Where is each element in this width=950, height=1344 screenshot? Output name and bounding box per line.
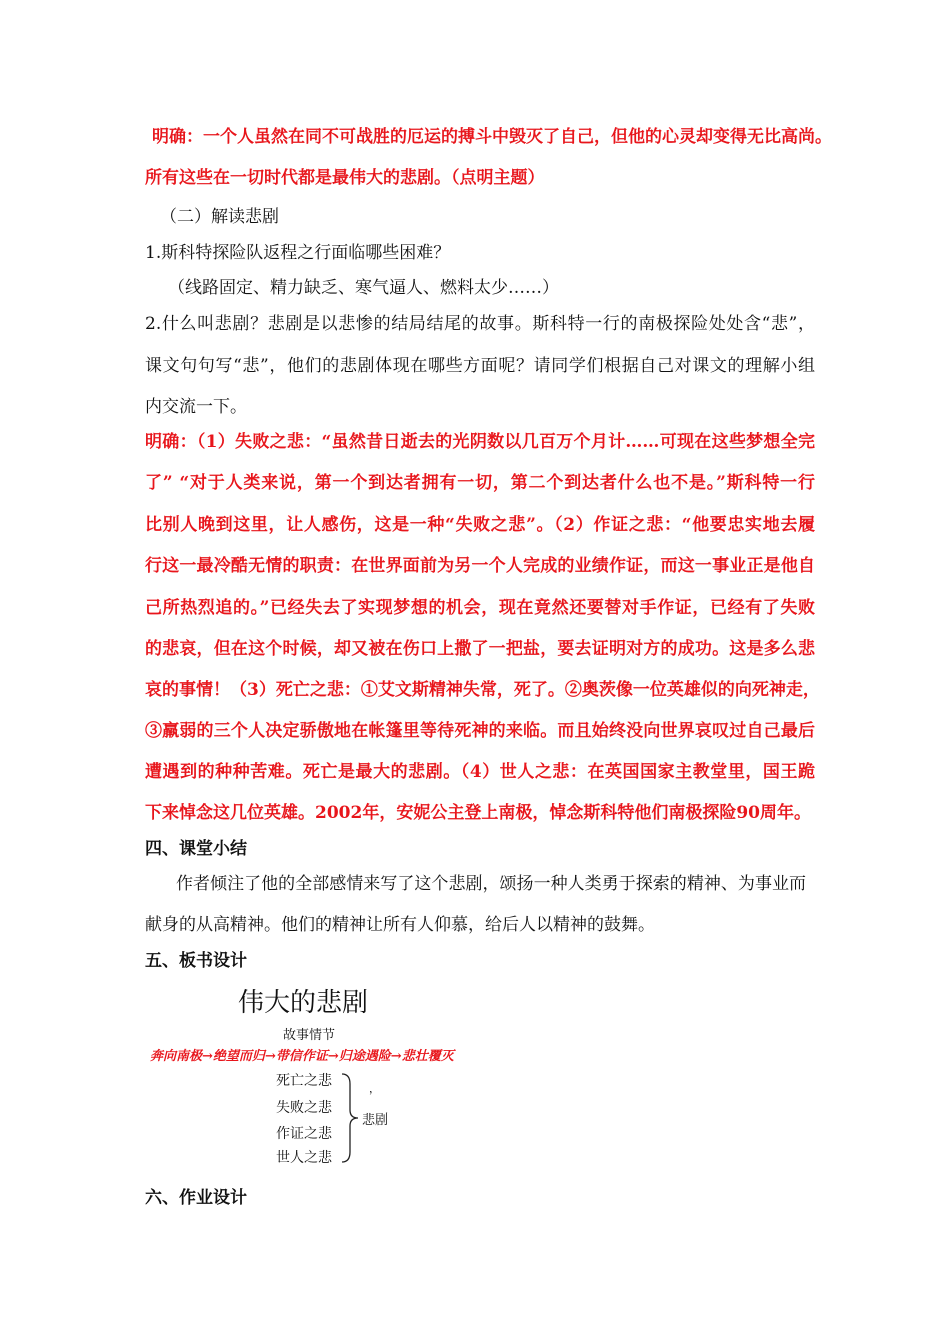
answer-1: （线路固定、精力缺乏、寒气逼人、燃料太少……） (168, 278, 559, 298)
section-five-heading: 五、板书设计 (145, 951, 247, 971)
plot-step: 归途遇险 (338, 1049, 391, 1064)
summary-line-1: 明确：一个人虽然在同不可战胜的厄运的搏斗中毁灭了自己，但他的心灵却变得无比高尚。 (152, 127, 832, 147)
board-title: 伟大的悲剧 (238, 988, 369, 1018)
answer-2-line-6: 的悲哀，但在这个时候，却又被在伤口上撒了一把盐，要去证明对方的成功。这是多么悲 (145, 639, 815, 659)
question-2-line-3: 内交流一下。 (145, 397, 247, 417)
answer-2-line-4: 行这一最冷酷无情的职责：在世界面前为另一个人完成的业绩作证，而这一事业正是他自 (145, 556, 815, 576)
section-six-heading: 六、作业设计 (145, 1188, 247, 1208)
summary-paragraph-line-1: 作者倾注了他的全部感情来写了这个悲剧，颂扬一种人类勇于探索的精神、为事业而 (176, 874, 806, 894)
question-2-line-2: 课文句句写“悲”，他们的悲剧体现在哪些方面呢？请同学们根据自己对课文的理解小组 (145, 356, 815, 376)
sorrow-item: 世人之悲 (276, 1150, 332, 1166)
answer-2-line-2: 了” “对于人类来说，第一个到达者拥有一切，第二个到达者什么也不是。”斯科特一行 (145, 473, 815, 493)
sorrow-item: 死亡之悲 (276, 1073, 332, 1089)
answer-2-line-3: 比别人晚到这里，让人感伤，这是一种“失败之悲”。（2）作证之悲：“他要忠实地去履 (145, 515, 815, 535)
answer-2-line-7: 哀的事情！（3）死亡之悲：①艾文斯精神失常，死了。②奥茨像一位英雄似的向死神走， (145, 680, 820, 700)
answer-2-line-10: 下来悼念这几位英雄。2002年，安妮公主登上南极，悼念斯科特他们南极探险90周年。 (145, 803, 811, 823)
plot-chain (150, 1045, 454, 1064)
question-1: 1.斯科特探险队返程之行面临哪些困难？ (145, 243, 451, 263)
sorrow-item: 失败之悲 (276, 1100, 332, 1116)
section-four-heading: 四、课堂小结 (145, 839, 247, 859)
plot-step: 带信作证 (275, 1049, 328, 1064)
story-label: 故事情节 (283, 1028, 336, 1043)
answer-2-line-1: 明确：（1）失败之悲：“虽然昔日逝去的光阴数以几百万个月计……可现在这些梦想全完 (145, 432, 815, 452)
tick-mark: ， (369, 1082, 380, 1095)
question-2-line-1: 2.什么叫悲剧？悲剧是以悲惨的结局结尾的故事。斯科特一行的南极探险处处含“悲”， (145, 314, 815, 334)
arrow-icon: → (264, 1049, 276, 1064)
answer-2-line-9: 遭遇到的种种苦难。死亡是最大的悲剧。（4）世人之悲：在英国国家主教堂里，国王跪 (145, 762, 815, 782)
arrow-icon: → (327, 1049, 339, 1064)
summary-line-2: 所有这些在一切时代都是最伟大的悲剧。（点明主题） (145, 168, 545, 188)
plot-step: 奔向南极 (150, 1049, 203, 1064)
brace-icon (340, 1072, 362, 1164)
answer-2-line-5: 己所热烈追的。”已经失去了实现梦想的机会，现在竟然还要替对手作证，已经有了失败 (145, 598, 815, 618)
sorrow-item: 作证之悲 (276, 1126, 332, 1142)
arrow-icon: → (202, 1049, 213, 1064)
summary-paragraph-line-2: 献身的从高精神。他们的精神让所有人仰慕，给后人以精神的鼓舞。 (145, 915, 655, 935)
answer-2-line-8: ③羸弱的三个人决定骄傲地在帐篷里等待死神的来临。而且始终没向世界哀叹过自己最后 (145, 721, 815, 741)
plot-step: 绝望而归 (212, 1049, 265, 1064)
section-two-heading: （二）解读悲剧 (160, 207, 279, 227)
plot-step: 悲壮覆灭 (401, 1049, 454, 1064)
arrow-icon: → (390, 1049, 402, 1064)
brace-label: 悲剧 (362, 1113, 389, 1128)
